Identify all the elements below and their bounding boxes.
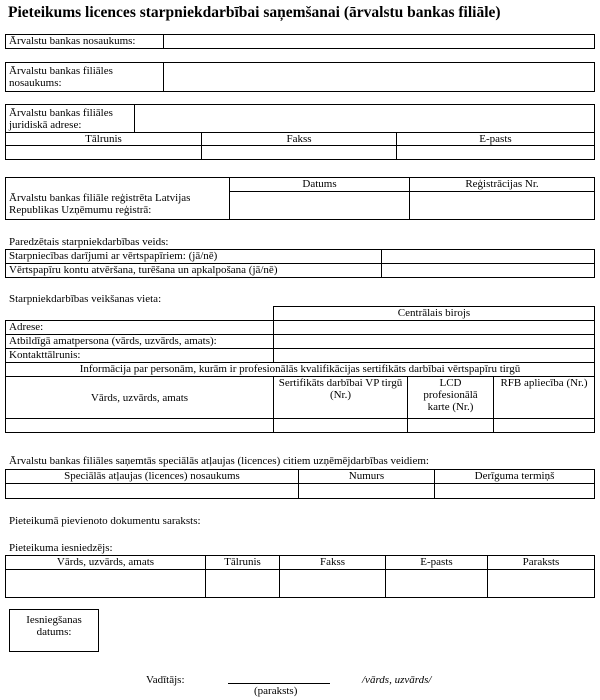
branch-address-label: Ārvalstu bankas filiāles juridiskā adrese: (6, 105, 135, 132)
rfb-field[interactable] (494, 419, 595, 433)
branch-address-row (6, 105, 595, 133)
applicant-table (5, 555, 595, 598)
registry-number-header: Reģistrācijas Nr. (410, 178, 595, 192)
location-table (5, 306, 595, 433)
bank-name-label: Ārvalstu bankas nosaukums: (6, 35, 164, 49)
registry-label: Ārvalstu bankas filiāle reģistrēta Latvijas Republikas Uzņēmumu reģistrā: (6, 178, 230, 220)
applicant-fax-header: Fakss (280, 556, 386, 570)
manager-label: Vadītājs: (146, 674, 185, 686)
address-field[interactable] (274, 321, 595, 335)
name-caption: /vārds, uzvārds/ (362, 674, 432, 686)
email-field[interactable] (397, 146, 595, 160)
signature-caption: (paraksts) (254, 685, 298, 697)
documents-heading: Pieteikumā pievienoto dokumentu saraksts: (9, 515, 201, 527)
activity-row-label: Starpniecības darījumi ar vērtspapīriem: (jā/nē) (6, 250, 382, 264)
phone-header: Tālrunis (6, 133, 202, 146)
applicant-phone-header: Tālrunis (206, 556, 280, 570)
activity-table (5, 249, 595, 278)
branch-name-label: Ārvalstu bankas filiāles nosaukums: (6, 63, 164, 92)
applicant-email-field[interactable] (386, 570, 488, 598)
branch-name-table (5, 62, 595, 92)
applicant-fax-field[interactable] (280, 570, 386, 598)
fax-field[interactable] (202, 146, 397, 160)
submission-date-label: Iesniegšanas datums: (10, 610, 99, 652)
person-name-header: Vārds, uzvārds, amats (6, 377, 274, 419)
activity-row-field[interactable] (382, 250, 595, 264)
phone-field[interactable] (6, 146, 202, 160)
persons-info-header: Informācija par personām, kurām ir profesionālās kvalifikācijas sertifikāts darbībai vērtspapīru tirgū (6, 363, 595, 377)
branch-name-field[interactable] (164, 63, 595, 92)
applicant-name-header: Vārds, uzvārds, amats (6, 556, 206, 570)
registry-table (5, 177, 595, 220)
activity-row-field[interactable] (382, 264, 595, 278)
address-label: Adrese: (6, 321, 274, 335)
applicant-phone-field[interactable] (206, 570, 280, 598)
activity-heading: Paredzētais starpniekdarbības veids: (9, 236, 169, 248)
email-header: E-pasts (397, 133, 595, 146)
contact-phone-field[interactable] (274, 349, 595, 363)
registry-date-header: Datums (230, 178, 410, 192)
applicant-heading: Pieteikuma iesniedzējs: (9, 542, 113, 554)
bank-name-table (5, 34, 595, 49)
applicant-name-field[interactable] (6, 570, 206, 598)
registry-date-field[interactable] (230, 192, 410, 220)
activity-row-label: Vērtspapīru kontu atvēršana, turēšana un apkalpošana (jā/nē) (6, 264, 382, 278)
signature-line[interactable] (228, 683, 330, 684)
page-title: Pieteikums licences starpniekdarbībai saņemšanai (ārvalstu bankas filiāle) (8, 4, 501, 21)
licence-number-field[interactable] (299, 484, 435, 499)
applicant-signature-header: Paraksts (488, 556, 595, 570)
licence-name-header: Speciālās atļaujas (licences) nosaukums (6, 470, 299, 484)
rfb-header: RFB apliecība (Nr.) (494, 377, 595, 419)
location-spacer (6, 307, 274, 321)
cert-header: Sertifikāts darbībai VP tirgū (Nr.) (274, 377, 408, 419)
branch-address-table (5, 104, 595, 160)
licences-heading: Ārvalstu bankas filiāles saņemtās speciālās atļaujas (licences) citiem uzņēmējdarbības veidiem: (9, 455, 429, 467)
licences-table (5, 469, 595, 499)
licence-validity-header: Derīguma termiņš (435, 470, 595, 484)
licence-name-field[interactable] (6, 484, 299, 499)
lcd-field[interactable] (408, 419, 494, 433)
applicant-email-header: E-pasts (386, 556, 488, 570)
responsible-person-label: Atbildīgā amatpersona (vārds, uzvārds, amats): (6, 335, 274, 349)
contact-phone-label: Kontakttālrunis: (6, 349, 274, 363)
bank-name-field[interactable] (164, 35, 595, 49)
central-office-header: Centrālais birojs (274, 307, 595, 321)
licence-number-header: Numurs (299, 470, 435, 484)
person-name-field[interactable] (6, 419, 274, 433)
lcd-header: LCD profesionālā karte (Nr.) (408, 377, 494, 419)
applicant-signature-field[interactable] (488, 570, 595, 598)
licence-validity-field[interactable] (435, 484, 595, 499)
registry-number-field[interactable] (410, 192, 595, 220)
submission-date-table (9, 609, 99, 652)
cert-field[interactable] (274, 419, 408, 433)
fax-header: Fakss (202, 133, 397, 146)
responsible-person-field[interactable] (274, 335, 595, 349)
location-heading: Starpniekdarbības veikšanas vieta: (9, 293, 162, 305)
